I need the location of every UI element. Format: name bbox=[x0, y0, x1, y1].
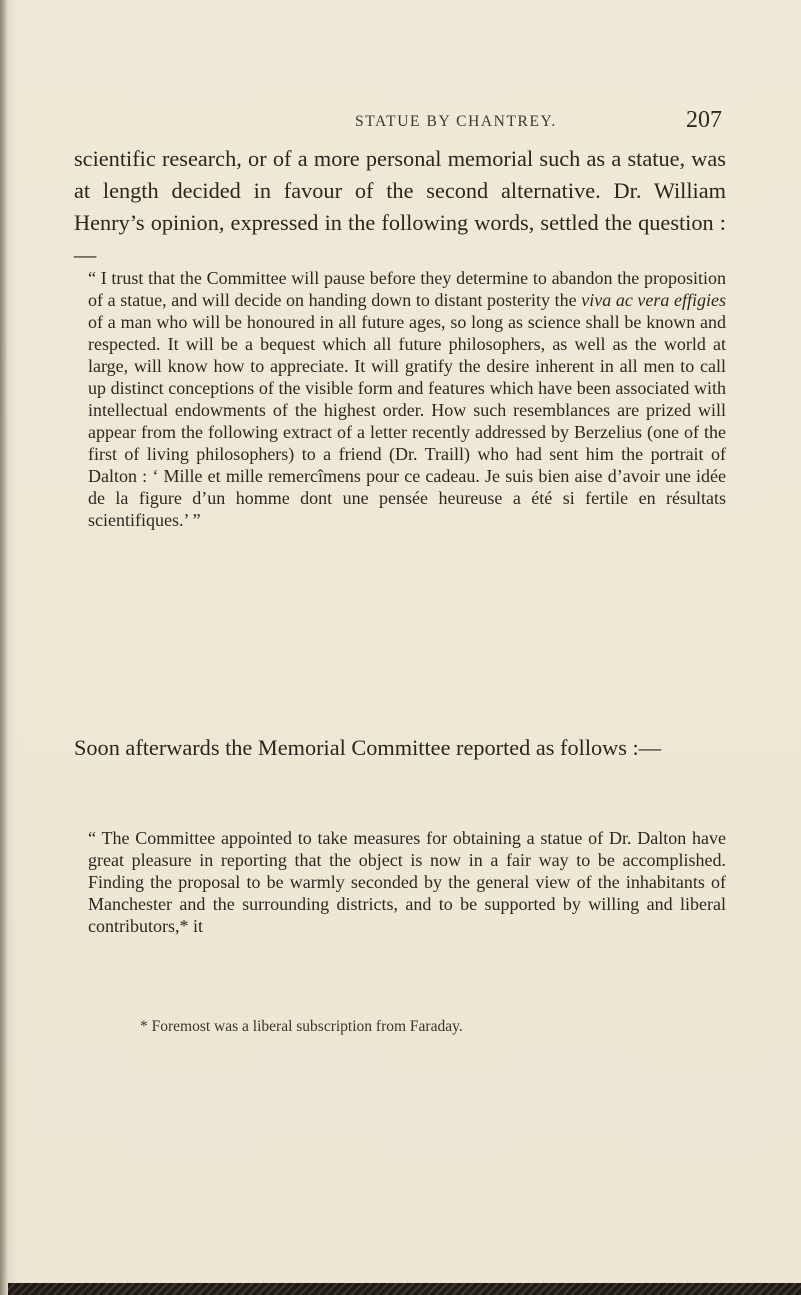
footnote: * Foremost was a liberal subscription from Faraday. bbox=[140, 1018, 463, 1035]
bottom-edge-rule bbox=[8, 1283, 801, 1295]
block-quote-committee: “ The Committee appointed to take measures for obtaining a statue of Dr. Dalton have great pleasure in reporting that the object is now in a fair way to be accomplished. Finding the proposal to be warmly seconded by the general view of the inhabitants of Manchester and the surrounding districts, and to be supported by willing and liberal contributors,* it bbox=[88, 828, 726, 936]
page-edge-shadow bbox=[0, 0, 8, 1295]
quote-italic-phrase: viva ac vera effigies bbox=[581, 290, 726, 310]
running-head: STATUE BY CHANTREY. bbox=[355, 113, 557, 130]
quote-text: of a man who will be honoured in all future ages, so long as science shall be known and respected. It will be a bequest which all future philosophers, as well as the world at large, will know how to appreciate. It will gratify the desire inherent in all men to call up distinct conceptions of the visible form and features which have been associated with intellectual endowments of the highest order. How such resemblances are prized will appear from the following extract of a letter recently addressed by Berzelius (one of the first of living philosophers) to a friend (Dr. Traill) who had sent him the portrait of Dalton : ‘ Mille et mille remercîmens pour ce cadeau. Je suis bien aise d’avoir une idée de la figure d’un homme dont une pensée heureuse a été si fertile en résultats scientifiques.’ ” bbox=[88, 312, 726, 530]
block-quote-henry bbox=[88, 267, 726, 531]
quote-text: “ I trust that the Committee will pause before they determine to abandon the proposition of a statue, and will decide on handing down to distant posterity the bbox=[88, 268, 726, 310]
body-paragraph: Soon afterwards the Memorial Committee reported as follows :— bbox=[74, 735, 662, 760]
page-header bbox=[0, 107, 801, 137]
page-number: 207 bbox=[686, 107, 722, 133]
body-paragraph: scientific research, or of a more personal memorial such as a statue, was at length decided in favour of the second alternative. Dr. William Henry’s opinion, expressed in the following words, settled the question :— bbox=[74, 146, 726, 267]
